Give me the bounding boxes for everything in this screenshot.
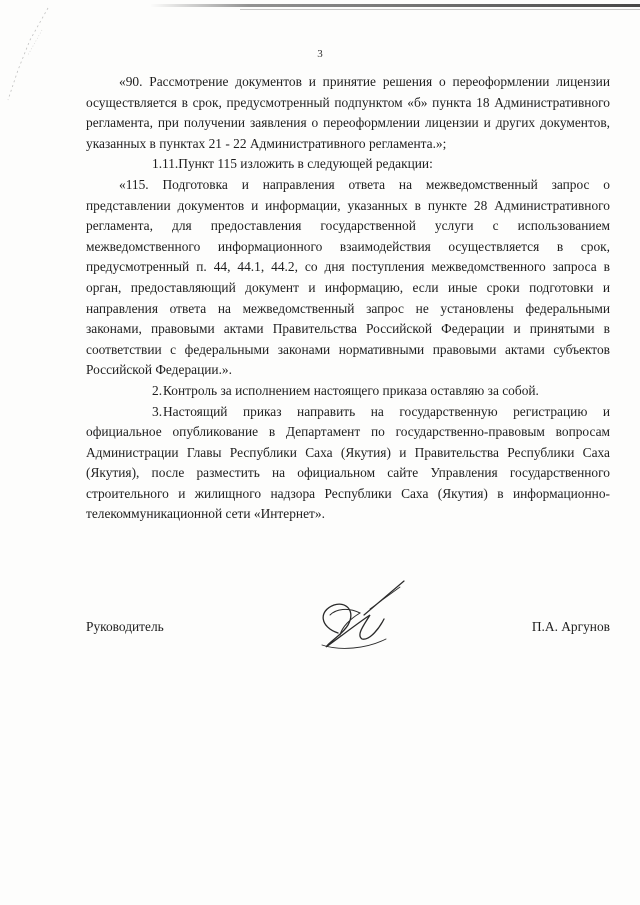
paragraph-quote-90 xyxy=(86,72,610,154)
scan-artifact-left xyxy=(0,0,50,120)
signatory-position: Руководитель xyxy=(86,619,164,634)
paragraph-3 xyxy=(86,402,610,526)
handwritten-signature xyxy=(300,575,420,665)
paragraph-text: Пункт 115 изложить в следующей редакции: xyxy=(178,156,433,172)
scan-artifact-top xyxy=(150,4,640,7)
paragraph-number: 1.11. xyxy=(152,156,179,172)
paragraph-text: Настоящий приказ направить на государственную регистрацию и официальное опубликование в Департамент по государственно-правовым вопросам Администрации Главы Республики Саха (Якутия) и Правительства Республики Саха (Якутия), после разместить на официальном сайте Управления государственного строительного и жилищного надзора Республики Саха (Якутия) в информационно-телекоммуникационной сети «Интернет». xyxy=(86,403,610,522)
page-number: 3 xyxy=(317,48,323,60)
signatory-name: П.А. Аргунов xyxy=(531,619,610,634)
document-body xyxy=(86,72,610,525)
paragraph-number: 2. xyxy=(152,382,163,398)
paragraph-quote-115 xyxy=(86,175,610,381)
paragraph-text: «115. Подготовка и направления ответа на межведомственный запрос о представлении документов и информации, указанных в пункте 28 Административного регламента, для предоставления государственной услуги с использованием межведомственного информационного взаимодействия осуществляется в срок, предусмотренный п. 44, 44.1, 44.2, со дня поступления межведомственного запроса в орган, предоставляющий документ и информацию, если иные сроки подготовки и направления ответа на межведомственный запрос не установлены федеральными законами, правовыми актами Правительства Российской Федерации и принятыми в соответствии с федеральными законами нормативными правовыми актами субъектов Российской Федерации.». xyxy=(86,176,610,378)
paragraph-2 xyxy=(86,381,610,402)
paragraph-number: 3. xyxy=(152,403,163,419)
paragraph-text: «90. Рассмотрение документов и принятие решения о переоформлении лицензии осуществляется в срок, предусмотренный подпунктом «б» пункта 18 Административного регламента, при получении заявления о переоформлении лицензии и других документов, указанных в пунктах 21 - 22 Административного регламента.»; xyxy=(86,74,610,151)
scan-artifact-top-line xyxy=(240,9,640,10)
paragraph-1-11 xyxy=(86,154,610,175)
paragraph-text: Контроль за исполнением настоящего приказа оставляю за собой. xyxy=(163,382,539,398)
